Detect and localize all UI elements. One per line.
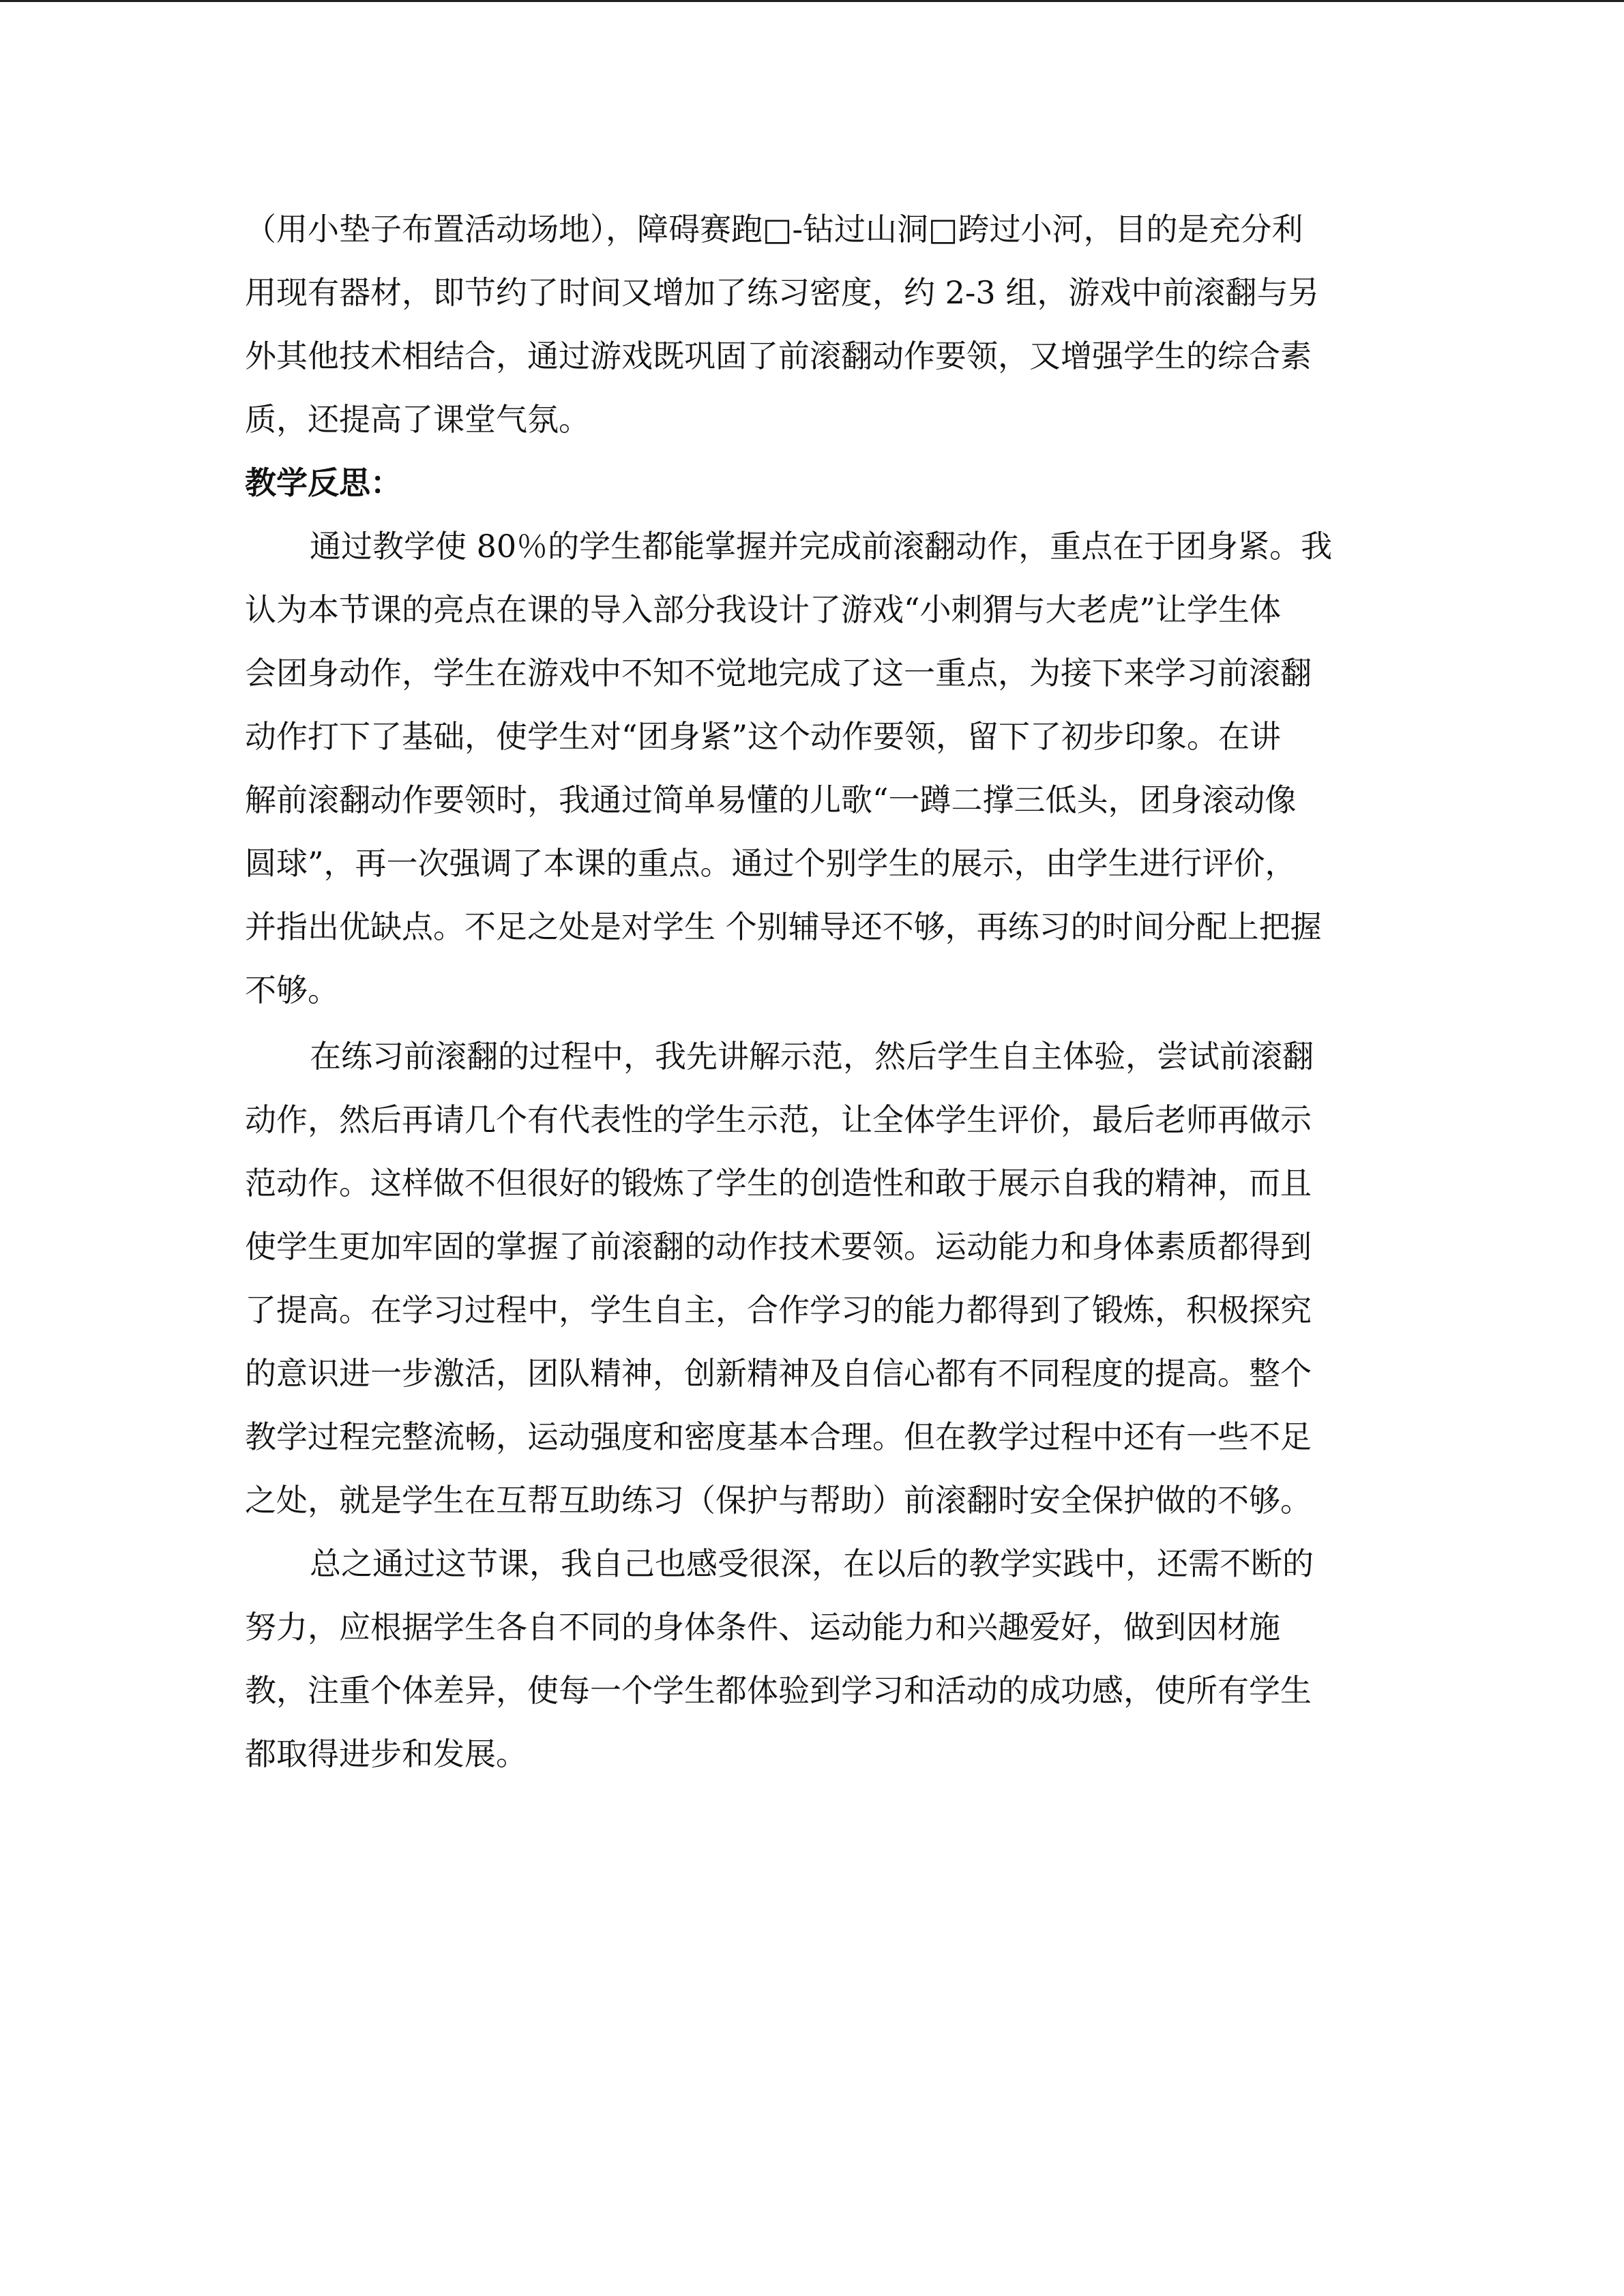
reflection-paragraph-1 bbox=[245, 515, 1381, 1022]
text-line: 使学生更加牢固的掌握了前滚翻的动作技术要领。运动能力和身体素质都得到 bbox=[245, 1228, 1312, 1265]
text-line: 教学过程完整流畅，运动强度和密度基本合理。但在教学过程中还有一些不足 bbox=[245, 1418, 1312, 1455]
reflection-paragraph-3 bbox=[245, 1532, 1381, 1786]
text-line: 解前滚翻动作要领时，我通过简单易懂的儿歌“一蹲二撑三低头，团身滚动像 bbox=[245, 781, 1297, 818]
section-heading: 教学反思： bbox=[245, 464, 402, 501]
text-line: 努力，应根据学生各自不同的身体条件、运动能力和兴趣爱好，做到因材施 bbox=[245, 1609, 1280, 1645]
text-line: （用小垫子布置活动场地），障碍赛跑□-钻过山洞□跨过小河，目的是充分利 bbox=[245, 211, 1303, 248]
text-line: 通过教学使 80％的学生都能掌握并完成前滚翻动作，重点在于团身紧。我 bbox=[310, 528, 1333, 565]
text-line: 动作，然后再请几个有代表性的学生示范，让全体学生评价，最后老师再做示 bbox=[245, 1101, 1312, 1138]
text-line: 总之通过这节课，我自己也感受很深，在以后的教学实践中，还需不断的 bbox=[310, 1545, 1314, 1582]
document-body bbox=[245, 198, 1381, 1786]
intro-paragraph bbox=[245, 198, 1381, 451]
text-line: 在练习前滚翻的过程中，我先讲解示范，然后学生自主体验，尝试前滚翻 bbox=[310, 1038, 1314, 1075]
text-line: 会团身动作，学生在游戏中不知不觉地完成了这一重点，为接下来学习前滚翻 bbox=[245, 655, 1312, 691]
text-line: 范动作。这样做不但很好的锻炼了学生的创造性和敢于展示自我的精神，而且 bbox=[245, 1165, 1312, 1202]
text-line: 了提高。在学习过程中，学生自主，合作学习的能力都得到了锻炼，积极探究 bbox=[245, 1292, 1312, 1328]
text-line: 教，注重个体差异，使每一个学生都体验到学习和活动的成功感，使所有学生 bbox=[245, 1672, 1312, 1709]
text-line: 圆球”，再一次强调了本课的重点。通过个别学生的展示，由学生进行评价， bbox=[245, 845, 1297, 882]
page-top-border bbox=[0, 0, 1624, 2]
text-line: 认为本节课的亮点在课的导入部分我设计了游戏“小刺猬与大老虎”让学生体 bbox=[245, 591, 1282, 628]
text-line: 用现有器材，即节约了时间又增加了练习密度，约 2-3 组，游戏中前滚翻与另 bbox=[245, 274, 1320, 311]
text-line: 之处，就是学生在互帮互助练习（保护与帮助）前滚翻时安全保护做的不够。 bbox=[245, 1482, 1312, 1519]
text-line: 并指出优缺点。不足之处是对学生 个别辅导还不够，再练习的时间分配上把握 bbox=[245, 908, 1322, 945]
text-line: 外其他技术相结合，通过游戏既巩固了前滚翻动作要领，又增强学生的综合素 bbox=[245, 338, 1312, 374]
text-line: 动作打下了基础，使学生对“团身紧”这个动作要领，留下了初步印象。在讲 bbox=[245, 718, 1282, 755]
text-line: 不够。 bbox=[245, 972, 339, 1009]
text-line: 的意识进一步激活，团队精神，创新精神及自信心都有不同程度的提高。整个 bbox=[245, 1355, 1312, 1392]
reflection-paragraph-2 bbox=[245, 1025, 1381, 1532]
text-line: 都取得进步和发展。 bbox=[245, 1735, 527, 1772]
text-line: 质，还提高了课堂气氛。 bbox=[245, 401, 590, 438]
